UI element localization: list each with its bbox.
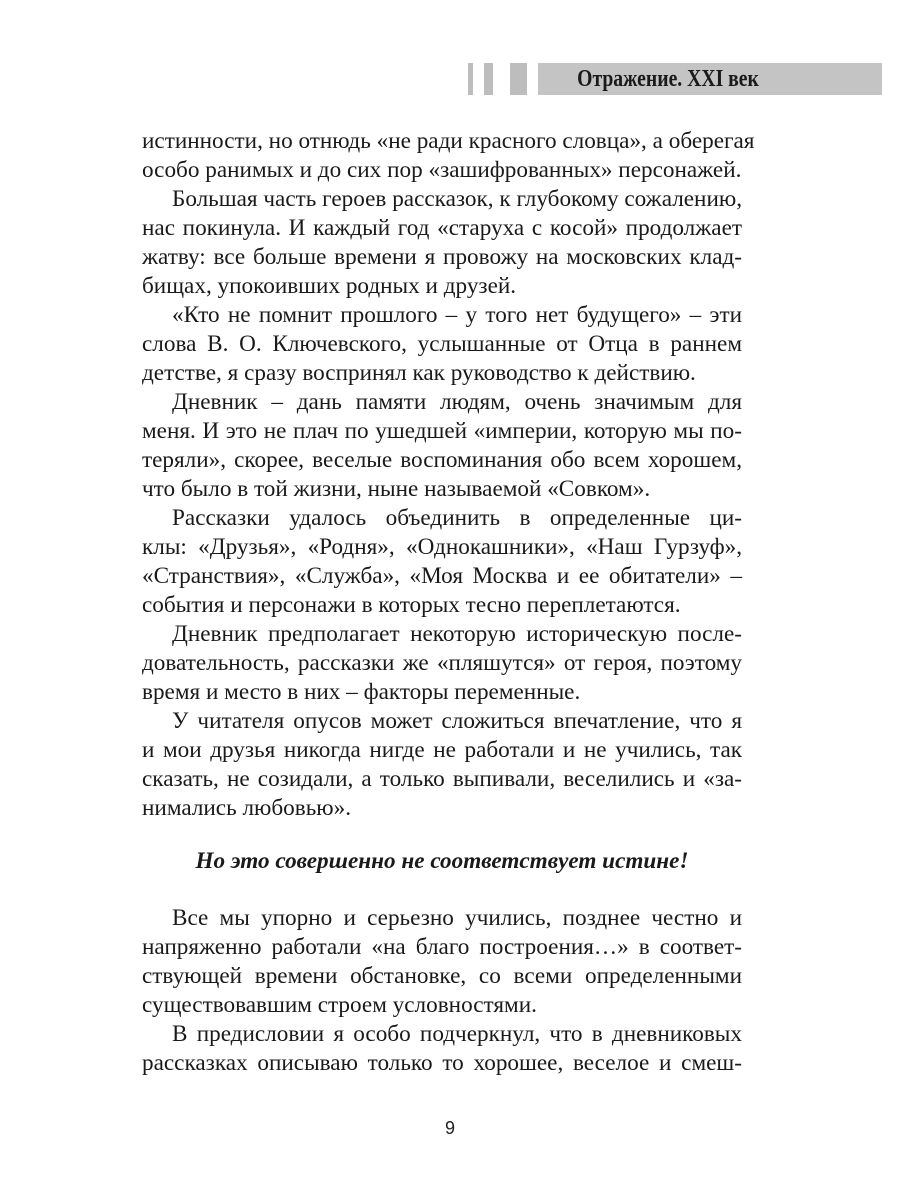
page-number: 9: [444, 1118, 455, 1138]
text-line: «Кто не помнит прошлого – у того нет будущего» – эти: [172, 302, 742, 328]
text-line: Все мы упорно и серьезно учились, позднее честно и: [172, 905, 742, 931]
text-line: слова В. О. Ключевского, услышанные от Отца в раннем: [142, 331, 742, 357]
body-text-before: [142, 127, 755, 823]
text-line: меня. И это не плач по ушедшей «империи, которую мы по-: [142, 418, 742, 444]
text-line: существовавшим строем условностями.: [142, 992, 537, 1018]
text-line: бищах, упокоивших родных и друзей.: [142, 273, 517, 299]
header-bar-3: [510, 63, 527, 95]
text-line: клы: «Друзья», «Родня», «Однокашники», «Наш Гурзуф»,: [142, 534, 742, 560]
header-bar-1: [468, 63, 473, 95]
text-line: У читателя опусов может сложиться впечатление, что я: [172, 708, 742, 734]
text-line: истинности, но отнюдь «не ради красного словца», а оберегая: [142, 128, 755, 154]
header-bar-2: [484, 63, 493, 95]
emphasis-heading: Но это совершенно не соответствует истине!: [195, 848, 689, 874]
text-line: теряли», скорее, веселые воспоминания обо всем хорошем,: [142, 447, 742, 473]
text-line: детстве, я сразу воспринял как руководство к действию.: [142, 360, 696, 386]
text-line: особо ранимых и до сих пор «зашифрованных» персонажей.: [142, 157, 742, 183]
text-line: ствующей времени обстановке, со всеми определенными: [142, 963, 742, 989]
text-line: Большая часть героев рассказок, к глубокому сожалению,: [172, 186, 742, 212]
text-line: сказать, не созидали, а только выпивали, веселились и «за-: [142, 766, 742, 792]
text-line: рассказках описываю только то хорошее, веселое и смеш-: [142, 1050, 742, 1076]
running-header: [0, 63, 900, 95]
text-line: напряженно работали «на благо построения…» в соответ-: [142, 934, 742, 960]
text-line: довательность, рассказки же «пляшутся» от героя, поэтому: [142, 650, 742, 676]
text-line: события и персонажи в которых тесно переплетаются.: [142, 592, 681, 618]
text-line: и мои друзья никогда нигде не работали и не учились, так: [142, 737, 742, 763]
text-line: время и место в них – факторы переменные.: [142, 679, 581, 705]
text-line: жатву: все больше времени я провожу на московских клад-: [142, 244, 742, 270]
text-line: В предисловии я особо подчеркнул, что в дневниковых: [172, 1021, 742, 1047]
text-line: нас покинула. И каждый год «старуха с косой» продолжает: [142, 215, 742, 241]
text-line: Дневник – дань памяти людям, очень значимым для: [172, 389, 742, 415]
text-line: Рассказки удалось объединить в определенные ци-: [172, 505, 742, 531]
header-title: Отражение. XXI век: [577, 66, 759, 92]
text-line: «Странствия», «Служба», «Моя Москва и ее обитатели» –: [142, 563, 742, 589]
text-line: Дневник предполагает некоторую историческую после-: [172, 621, 742, 647]
text-line: нимались любовью».: [142, 795, 351, 821]
text-line: что было в той жизни, ныне называемой «Совком».: [142, 476, 651, 502]
body-text-after: [142, 904, 742, 1078]
